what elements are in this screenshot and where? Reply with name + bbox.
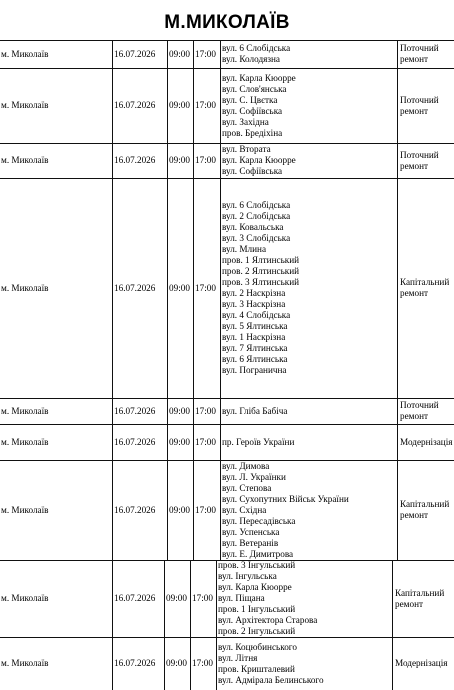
column-divider	[397, 143, 398, 178]
work-type-cell: Капітальний ремонт	[400, 277, 450, 298]
address-line: вул. Ковальська	[222, 222, 284, 232]
column-divider	[112, 637, 113, 690]
address-line: вул. Літня	[218, 652, 258, 663]
page-title: М.МИКОЛАЇВ	[164, 12, 290, 33]
column-divider	[190, 560, 191, 637]
column-divider	[397, 68, 398, 143]
city-cell: м. Миколаїв	[1, 282, 49, 293]
date-cell: 16.07.2026	[114, 436, 156, 447]
column-divider	[193, 143, 194, 178]
start-time-cell: 09:00	[169, 282, 190, 293]
column-divider	[112, 143, 113, 178]
table-row	[0, 398, 454, 424]
work-type-cell: Модернізація	[400, 436, 453, 447]
address-cell	[216, 560, 392, 637]
end-time-cell: 17:00	[192, 658, 213, 668]
address-line: вул. Колодязна	[222, 54, 280, 64]
column-divider	[112, 398, 113, 424]
address-line: пров. 2 Ялтинський	[222, 266, 300, 276]
address-line: вул. Софіївська	[222, 105, 283, 116]
row-divider	[0, 40, 454, 41]
start-time-cell: 09:00	[169, 100, 190, 110]
address-line: вул. Степова	[222, 482, 272, 493]
address-line: пров. 2 Інгульський	[218, 626, 296, 636]
column-divider	[193, 460, 194, 560]
start-time-cell: 09:00	[169, 405, 190, 416]
city-cell: м. Миколаїв	[1, 504, 49, 515]
start-time-cell: 09:00	[166, 658, 187, 668]
date-cell: 16.07.2026	[114, 504, 156, 515]
date-cell: 16.07.2026	[114, 282, 156, 293]
address-line: вул. 2 Слобідська	[222, 211, 291, 221]
column-divider	[220, 398, 221, 424]
column-divider	[193, 178, 194, 398]
address-line: пров. 1 Інгульський	[218, 604, 296, 614]
column-divider	[220, 424, 221, 460]
table-row	[0, 40, 454, 68]
column-divider	[167, 424, 168, 460]
address-line: вул. Пересадівська	[222, 515, 296, 526]
column-divider	[167, 178, 168, 398]
row-divider	[0, 424, 454, 425]
address-line: вул. Софіївська	[222, 166, 283, 176]
address-line: вул. 6 Ялтинська	[222, 354, 288, 364]
end-time-cell: 17:00	[195, 436, 216, 447]
column-divider	[167, 68, 168, 143]
address-line: вул. Карла Кюорре	[222, 72, 296, 83]
city-cell: м. Миколаїв	[1, 658, 49, 668]
work-type-cell: Капітальний ремонт	[400, 499, 450, 520]
address-line: вул. Димова	[222, 460, 270, 471]
end-time-cell: 17:00	[195, 100, 216, 110]
end-time-cell: 17:00	[195, 48, 216, 59]
column-divider	[167, 143, 168, 178]
column-divider	[220, 178, 221, 398]
address-line: пров. 3 Інгульський	[218, 560, 296, 570]
column-divider	[193, 424, 194, 460]
column-divider	[164, 560, 165, 637]
end-time-cell: 17:00	[195, 504, 216, 515]
table-row	[0, 424, 454, 460]
date-cell: 16.07.2026	[114, 155, 156, 165]
column-divider	[112, 40, 113, 68]
table-row	[0, 460, 454, 560]
column-divider	[193, 40, 194, 68]
address-line: вул. Погранична	[222, 365, 287, 375]
start-time-cell: 09:00	[169, 436, 190, 447]
address-line: пров. Кришталевий	[218, 663, 295, 674]
column-divider	[220, 143, 221, 178]
address-line: вул. С. Цвєтка	[222, 94, 278, 105]
address-line: вул. 7 Ялтинська	[222, 343, 288, 353]
table-row	[0, 560, 454, 637]
column-divider	[397, 424, 398, 460]
work-type-cell: Поточний ремонт	[400, 149, 439, 171]
start-time-cell: 09:00	[169, 48, 190, 59]
column-divider	[193, 398, 194, 424]
address-cell	[220, 40, 397, 68]
city-cell: м. Миколаїв	[1, 155, 49, 165]
address-cell	[220, 460, 397, 560]
table-row	[0, 143, 454, 178]
address-line: вул. Східна	[222, 504, 267, 515]
address-line: вул. 6 Слобідська	[222, 200, 291, 210]
start-time-cell: 09:00	[166, 593, 187, 603]
column-divider	[220, 460, 221, 560]
column-divider	[164, 637, 165, 690]
date-cell: 16.07.2026	[114, 100, 156, 110]
address-cell	[216, 637, 392, 690]
column-divider	[167, 398, 168, 424]
address-line: вул. Л. Українки	[222, 471, 286, 482]
address-line: вул. 1 Наскрізна	[222, 332, 286, 342]
address-line: вул. 3 Наскрізна	[222, 299, 286, 309]
row-divider	[0, 178, 454, 179]
column-divider	[216, 560, 217, 637]
end-time-cell: 17:00	[195, 282, 216, 293]
city-cell: м. Миколаїв	[1, 405, 49, 416]
address-line: вул. 2 Наскрізна	[222, 288, 286, 298]
column-divider	[190, 637, 191, 690]
city-cell: м. Миколаїв	[1, 593, 49, 603]
address-line: вул. Інгульська	[218, 571, 277, 581]
address-line: вул. 4 Слобідська	[222, 310, 291, 320]
address-cell	[220, 424, 397, 460]
date-cell: 16.07.2026	[114, 48, 156, 59]
work-type-cell: Поточний ремонт	[400, 43, 439, 64]
address-line: вул. Млина	[222, 244, 267, 254]
end-time-cell: 17:00	[192, 593, 213, 603]
address-line: вул. Архітектора Старова	[218, 615, 318, 625]
date-cell: 16.07.2026	[114, 658, 156, 668]
column-divider	[397, 40, 398, 68]
address-line: вул. Гліба Бабіча	[222, 405, 288, 416]
work-type-cell: Поточний ремонт	[400, 400, 439, 421]
work-type-cell: Модернізація	[395, 658, 448, 668]
address-line: вул. Західна	[222, 116, 269, 127]
column-divider	[112, 460, 113, 560]
column-divider	[220, 68, 221, 143]
table-row	[0, 637, 454, 690]
column-divider	[220, 40, 221, 68]
end-time-cell: 17:00	[195, 155, 216, 165]
date-cell: 16.07.2026	[114, 405, 156, 416]
address-line: пр. Героїв України	[222, 436, 295, 447]
row-divider	[0, 637, 454, 638]
column-divider	[397, 460, 398, 560]
work-type-cell: Поточний ремонт	[400, 94, 439, 116]
address-line: вул. Сухопутних Військ України	[222, 493, 349, 504]
address-cell	[220, 68, 397, 143]
start-time-cell: 09:00	[169, 504, 190, 515]
column-divider	[112, 178, 113, 398]
date-cell: 16.07.2026	[114, 593, 156, 603]
row-divider	[0, 398, 454, 399]
address-line: вул. 3 Слобідська	[222, 233, 291, 243]
column-divider	[397, 398, 398, 424]
table-row	[0, 68, 454, 143]
address-line: вул. 6 Слобідська	[222, 43, 291, 53]
row-divider	[0, 560, 454, 561]
address-line: пров. 3 Ялтинський	[222, 277, 300, 287]
column-divider	[392, 637, 393, 690]
address-line: вул. Карла Кюорре	[218, 582, 292, 592]
column-divider	[112, 560, 113, 637]
address-line: вул. Е. Димитрова	[222, 548, 294, 559]
address-cell	[220, 398, 397, 424]
address-line: вул. Коцюбинського	[218, 641, 297, 652]
address-line: вул. Втората	[222, 144, 271, 154]
city-cell: м. Миколаїв	[1, 48, 49, 59]
column-divider	[193, 68, 194, 143]
address-line: вул. 5 Ялтинська	[222, 321, 288, 331]
city-cell: м. Миколаїв	[1, 436, 49, 447]
column-divider	[112, 68, 113, 143]
address-line: вул. Карла Кюорре	[222, 155, 296, 165]
address-line: вул. Успенська	[222, 526, 280, 537]
city-cell: м. Миколаїв	[1, 100, 49, 110]
address-line: вул. Адмірала Белинського	[218, 674, 324, 685]
column-divider	[397, 178, 398, 398]
column-divider	[167, 460, 168, 560]
address-line: вул. Слов'янська	[222, 83, 287, 94]
table-row	[0, 178, 454, 398]
row-divider	[0, 460, 454, 461]
column-divider	[216, 637, 217, 690]
address-cell	[220, 143, 397, 178]
row-divider	[0, 68, 454, 69]
address-line: вул. Ветеранів	[222, 537, 279, 548]
work-type-cell: Капітальний ремонт	[395, 587, 445, 609]
address-line: пров. Бредіхіна	[222, 127, 283, 138]
end-time-cell: 17:00	[195, 405, 216, 416]
row-divider	[0, 143, 454, 144]
address-line: вул. Піщана	[218, 593, 265, 603]
start-time-cell: 09:00	[169, 155, 190, 165]
column-divider	[392, 560, 393, 637]
address-line: пров. 1 Ялтинський	[222, 255, 300, 265]
address-cell	[220, 178, 397, 398]
column-divider	[167, 40, 168, 68]
column-divider	[112, 424, 113, 460]
